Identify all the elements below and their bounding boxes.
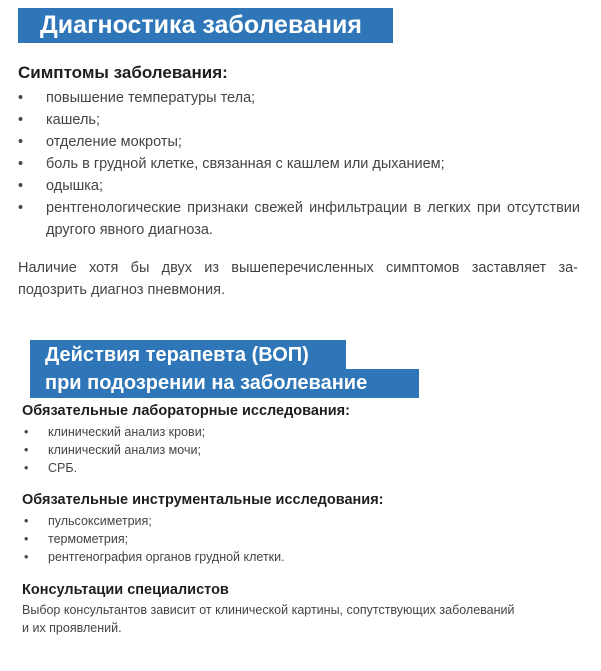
- list-item-text: клинический анализ крови;: [48, 425, 206, 439]
- list-item: [18, 197, 580, 241]
- list-item: [22, 548, 285, 566]
- list-item-text: пульсоксиметрия;: [48, 514, 152, 528]
- lab-tests-list: [22, 423, 205, 477]
- bullet-icon: •: [24, 550, 29, 564]
- bullet-icon: •: [18, 112, 24, 128]
- symptoms-heading: Симптомы заболевания:: [18, 63, 228, 82]
- list-item: [18, 109, 580, 131]
- bullet-icon: •: [18, 156, 24, 172]
- bullet-icon: •: [18, 200, 24, 216]
- list-item-text: рентгенография органов грудной клетки.: [48, 550, 285, 564]
- list-item: [22, 530, 285, 548]
- diagnosis-note: Наличие хотя бы двух из вышеперечисленных симптомов заставляет за-подозрить диагноз пневмония.: [18, 260, 578, 298]
- list-item: [18, 153, 580, 175]
- list-item-text: отделение мокроты;: [46, 134, 182, 150]
- list-item: [22, 459, 205, 477]
- list-item-text: термометрия;: [48, 532, 129, 546]
- consultations-text: Выбор консультантов зависит от клинической картины, сопутствующих заболеваний и их проявлений.: [22, 603, 515, 635]
- list-item-text: рентгенологические признаки свежей инфильтрации в легких при отсутствии другого явного диагноза.: [46, 200, 580, 238]
- instrumental-tests-list: [22, 512, 285, 566]
- bullet-icon: •: [18, 90, 24, 106]
- bullet-icon: •: [24, 514, 29, 528]
- list-item-text: повышение температуры тела;: [46, 90, 256, 106]
- bullet-icon: •: [18, 178, 24, 194]
- bullet-icon: •: [24, 443, 29, 457]
- bullet-icon: •: [18, 134, 24, 150]
- list-item: [18, 87, 580, 109]
- list-item-text: кашель;: [46, 112, 100, 128]
- bullet-icon: •: [24, 461, 29, 475]
- list-item-text: одышка;: [46, 178, 104, 194]
- list-item: [18, 175, 580, 197]
- list-item-text: СРБ.: [48, 461, 78, 475]
- list-item: [22, 423, 205, 441]
- list-item: [22, 441, 205, 459]
- list-item: [22, 512, 285, 530]
- bullet-icon: •: [24, 532, 29, 546]
- symptoms-list: [18, 87, 580, 241]
- section-banner-therapist-line2: при подозрении на заболевание: [30, 369, 419, 398]
- bullet-icon: •: [24, 425, 29, 439]
- list-item-text: клинический анализ мочи;: [48, 443, 201, 457]
- list-item-text: боль в грудной клетке, связанная с кашлем или дыханием;: [46, 156, 445, 172]
- consultations-heading: Консультации специалистов: [22, 582, 229, 598]
- list-item: [18, 131, 580, 153]
- section-banner-diagnostics: Диагностика заболевания: [18, 8, 393, 43]
- lab-tests-heading: Обязательные лабораторные исследования:: [22, 403, 350, 419]
- section-banner-therapist-line1: Действия терапевта (ВОП): [30, 340, 346, 370]
- instrumental-tests-heading: Обязательные инструментальные исследования:: [22, 492, 384, 508]
